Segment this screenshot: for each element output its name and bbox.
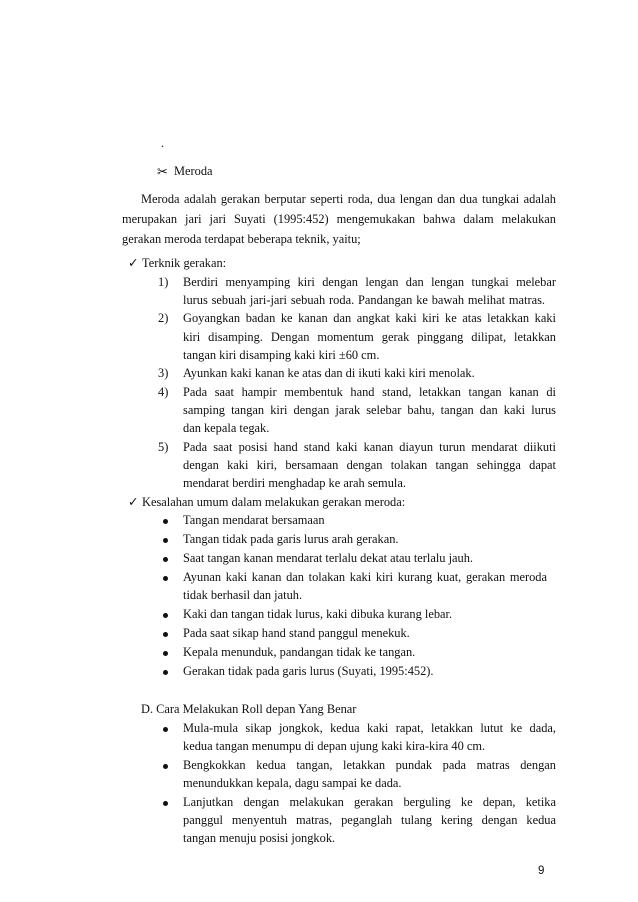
- page-number: 9: [538, 865, 545, 877]
- list-item-line: mendarat berdiri menghadap ke arah semula.: [183, 476, 406, 490]
- list-number: 5): [158, 440, 169, 454]
- list-item-line: panggul menyentuh matras, peganglah tulang kering dengan kedua: [183, 813, 556, 827]
- list-item-line: lurus sebuah jari-jari sebuah roda. Pandangan ke bawah melihat matras.: [183, 293, 545, 307]
- bullet-icon: [163, 801, 168, 806]
- section-d-heading: D. Cara Melakukan Roll depan Yang Benar: [141, 702, 357, 716]
- list-item-line: Pada saat posisi hand stand kaki kanan diayun turun mendarat diikuti: [183, 440, 556, 454]
- list-item-line: Ayunan kaki kanan dan tolakan kaki kiri kurang kuat, gerakan meroda: [183, 570, 547, 584]
- bullet-icon: [163, 727, 168, 732]
- list-item-line: dan kepala tegak.: [183, 421, 270, 435]
- list-item-line: Pada saat hampir membentuk hand stand, letakkan tangan kanan di: [183, 385, 556, 399]
- meroda-heading: Meroda: [174, 164, 213, 178]
- list-item-line: Lanjutkan dengan melakukan gerakan berguling ke depan, ketika: [183, 795, 556, 809]
- kesalahan-heading: Kesalahan umum dalam melakukan gerakan meroda:: [142, 495, 406, 509]
- list-item-line: Bengkokkan kedua tangan, letakkan pundak pada matras dengan: [183, 758, 556, 772]
- list-number: 3): [158, 366, 169, 380]
- bullet-icon: [163, 651, 168, 656]
- teknik-heading: Terknik gerakan:: [142, 256, 227, 270]
- list-item-line: Tangan mendarat bersamaan: [183, 513, 325, 527]
- list-item-line: kedua tangan menumpu di depan ujung kaki kira-kira 40 cm.: [183, 739, 486, 753]
- bullet-icon: [163, 519, 168, 524]
- list-item-line: tangan kiri disamping kaki kiri ±60 cm.: [183, 348, 380, 362]
- checkmark-icon: ✓: [128, 495, 139, 509]
- list-item-line: Berdiri menyamping kiri dengan lengan dan lengan tungkai melebar: [183, 275, 556, 289]
- stray-dot: .: [161, 136, 165, 150]
- list-item-line: Ayunkan kaki kanan ke atas dan di ikuti kaki kiri menolak.: [183, 366, 475, 380]
- list-item-line: menundukkan kepala, dagu sampai ke dada.: [183, 776, 402, 790]
- list-item-line: samping tangan kiri dengan jarak selebar bahu, tangan dan kaki lurus: [183, 403, 556, 417]
- paragraph-line: gerakan meroda terdapat beberapa teknik, yaitu;: [122, 232, 361, 246]
- bullet-icon: [163, 632, 168, 637]
- bullet-icon: [163, 538, 168, 543]
- list-item-line: Gerakan tidak pada garis lurus (Suyati, 1995:452).: [183, 664, 434, 678]
- list-item-line: tangan menuju posisi jongkok.: [183, 831, 336, 845]
- list-number: 1): [158, 275, 169, 289]
- paragraph-line: Meroda adalah gerakan berputar seperti roda, dua lengan dan dua tungkai adalah: [141, 192, 556, 206]
- list-item-line: Pada saat sikap hand stand panggul menekuk.: [183, 626, 410, 640]
- list-item-line: Tangan tidak pada garis lurus arah gerakan.: [183, 532, 399, 546]
- list-item-line: Kepala menunduk, pandangan tidak ke tangan.: [183, 645, 416, 659]
- bullet-icon: [163, 764, 168, 769]
- list-item-line: Kaki dan tangan tidak lurus, kaki dibuka kurang lebar.: [183, 607, 453, 621]
- scissors-icon: ✂: [157, 164, 168, 179]
- list-item-line: kiri disamping. Dengan momentum gerak pinggang dilipat, letakkan: [183, 330, 556, 344]
- checkmark-icon: ✓: [128, 256, 139, 270]
- bullet-icon: [163, 670, 168, 675]
- list-item-line: Goyangkan badan ke kanan dan angkat kaki kiri ke atas letakkan kaki: [183, 311, 556, 325]
- list-item-line: Mula-mula sikap jongkok, kedua kaki rapat, letakkan lutut ke dada,: [183, 721, 556, 735]
- list-item-line: Saat tangan kanan mendarat terlalu dekat atau terlalu jauh.: [183, 551, 474, 565]
- list-item-line: dengan kaki kiri, bersamaan dengan tolakan tangan sehingga dapat: [183, 458, 556, 472]
- list-item-line: tidak berhasil dan jatuh.: [183, 588, 303, 602]
- bullet-icon: [163, 557, 168, 562]
- paragraph-line: merupakan jari jari Suyati (1995:452) mengemukakan bahwa dalam melakukan: [122, 212, 556, 226]
- bullet-icon: [163, 576, 168, 581]
- list-number: 2): [158, 311, 169, 325]
- list-number: 4): [158, 385, 169, 399]
- bullet-icon: [163, 613, 168, 618]
